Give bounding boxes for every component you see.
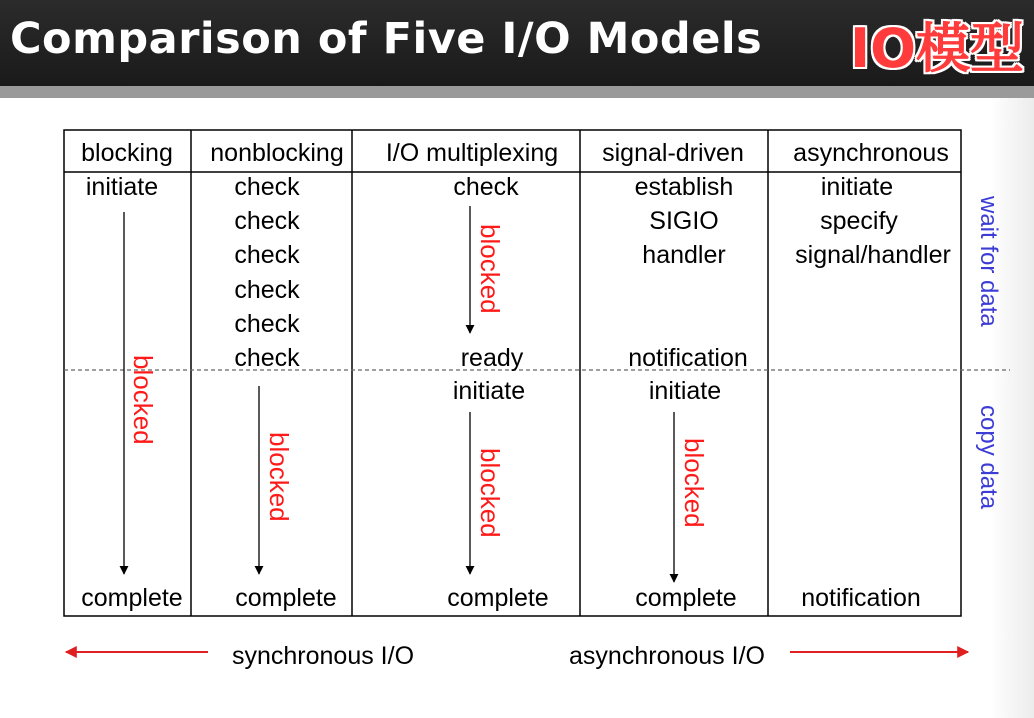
page-title: Comparison of Five I/O Models <box>10 14 763 64</box>
side-label-copy-data: copy data <box>975 405 1002 510</box>
signal-establish: establish <box>634 173 734 201</box>
nonblocking-complete: complete <box>235 584 337 612</box>
multiplexing-check: check <box>453 173 519 201</box>
multiplexing-copy-blocked-label: blocked <box>475 448 505 538</box>
blocking-blocked-label: blocked <box>128 355 158 445</box>
blocking-complete: complete <box>81 584 183 612</box>
side-label-wait-for-data: wait for data <box>975 196 1002 327</box>
signal-sigio: SIGIO <box>649 207 719 235</box>
header-signal-driven: signal-driven <box>602 139 744 167</box>
nonblocking-check-1: check <box>234 173 300 201</box>
async-notification: notification <box>801 584 921 612</box>
header-asynchronous: asynchronous <box>793 139 949 167</box>
nonblocking-check-6: check <box>234 344 300 372</box>
nonblocking-check-4: check <box>234 276 300 304</box>
multiplexing-complete: complete <box>447 584 549 612</box>
multiplexing-ready: ready <box>460 344 524 372</box>
signal-complete: complete <box>635 584 737 612</box>
nonblocking-check-2: check <box>234 207 300 235</box>
header-nonblocking: nonblocking <box>210 139 344 167</box>
multiplexing-wait-blocked-label: blocked <box>475 224 505 314</box>
signal-handler: handler <box>642 241 726 269</box>
nonblocking-check-5: check <box>234 310 300 338</box>
comparison-table <box>64 130 961 616</box>
signal-blocked-label: blocked <box>679 438 709 528</box>
header-io-multiplexing: I/O multiplexing <box>385 139 559 167</box>
async-signal-handler: signal/handler <box>795 241 951 269</box>
signal-notification: notification <box>628 344 748 372</box>
nonblocking-check-3: check <box>234 241 300 269</box>
nonblocking-blocked-label: blocked <box>264 432 294 522</box>
async-specify: specify <box>820 207 898 235</box>
header-blocking: blocking <box>81 139 173 167</box>
footer-asynchronous-io: asynchronous I/O <box>569 642 765 670</box>
async-initiate: initiate <box>820 173 894 201</box>
blocking-initiate: initiate <box>85 173 159 201</box>
signal-initiate: initiate <box>648 377 722 405</box>
footer-synchronous-io: synchronous I/O <box>231 642 415 670</box>
io-model-badge: IO模型 <box>850 17 1024 80</box>
multiplexing-initiate: initiate <box>452 377 526 405</box>
